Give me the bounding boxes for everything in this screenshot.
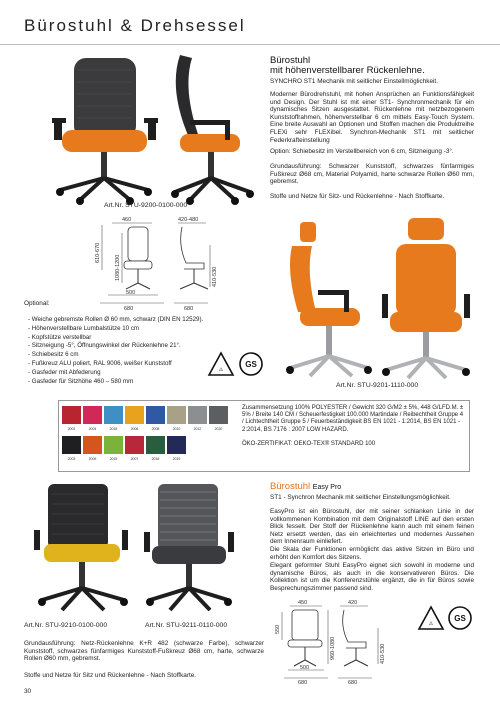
fabric-swatch-code: 2020 xyxy=(214,427,223,431)
product1-heading: Bürostuhl xyxy=(270,55,311,66)
product2-fabric: Stoffe und Netze für Sitz und Rückenlehne - Nach Stoffkarte. xyxy=(24,672,197,679)
chair-front-illustration xyxy=(52,58,158,205)
dim2-base-front: 500 xyxy=(300,665,310,671)
option-item: - Schiebesitz 6 cm xyxy=(28,351,79,359)
dim1-base-side: 680 xyxy=(184,306,194,310)
option-item: - Gasfeder für Sitzhöhe 460 – 580 mm xyxy=(28,377,134,385)
fabric-swatch xyxy=(62,406,81,424)
product1-headrest-chairs-image xyxy=(270,212,480,382)
fabric-swatch-code: 2018 xyxy=(109,427,118,431)
fabric-swatch xyxy=(125,406,144,424)
product1-subtitle: SYNCHRO ST1 Mechanik mit seitlicher Einstellmöglichkeit. xyxy=(270,78,438,85)
option-item: - Sitzneigung -5°, Öffnungswinkel der Rückenlehne 21°. xyxy=(28,342,181,350)
svg-text:GS: GS xyxy=(245,360,257,369)
fabric-certificate: ÖKO-ZERTIFIKAT: OEKO-TEX® STANDARD 100 xyxy=(242,441,376,447)
product1-headrest-art-nr: Art.Nr. STU-9201-1110-000 xyxy=(336,382,419,389)
product2-art-nr-yellow: Art.Nr. STU-9210-0100-000 xyxy=(24,622,108,629)
headrest-chair-front xyxy=(382,218,470,378)
fabric-swatch-code: 2010 xyxy=(172,427,181,431)
fabric-swatch-code: 2007 xyxy=(130,457,139,461)
svg-text:GS: GS xyxy=(454,614,466,623)
option-item: - Weiche gebremste Rollen Ø 60 mm, schwarz (DIN EN 12529). xyxy=(28,316,204,323)
easypro-yellow-chair xyxy=(34,484,128,610)
product2-heading xyxy=(270,482,341,494)
title-divider xyxy=(0,44,500,45)
fabric-swatch-code: 2009 xyxy=(88,457,97,461)
product1-fabric: Stoffe und Netze für Sitz- und Rückenlehne - Nach Stoffkarte. xyxy=(270,193,445,200)
product1-heading2: mit höhenverstellbarer Rückenlehne. xyxy=(270,65,425,76)
option-item: - Kopfstütze verstellbar xyxy=(28,333,92,341)
fabric-swatch-code: 2015 xyxy=(109,457,118,461)
fabric-swatch-code: 2002 xyxy=(67,427,76,431)
fabric-swatch-code: 2008 xyxy=(151,427,160,431)
headrest-chair-side xyxy=(286,222,372,376)
fabric-swatch xyxy=(83,436,102,454)
fabric-swatch xyxy=(125,436,144,454)
certification-seals-2 xyxy=(416,604,474,632)
product2-heading-main: Bürostuhl xyxy=(270,481,311,492)
page-title: Bürostuhl & Drehsessel xyxy=(24,16,246,35)
fabric-swatch xyxy=(167,406,186,424)
chair-side-illustration xyxy=(171,55,254,205)
fabric-composition: Zusammensetzung 100% POLYESTER / Gewicht 320 G/M2 ± 5%, 448 G/LFD.M. ± 5% / Breite 140 CM / Scheuerfestigkeit 100.000 Martindale / Reibechtheit Gruppe 4 / Lichtechtheit Gruppe 5 / Feuerbeständigkeit BS EN 1021 - 1:2014, BS EN 1021 - 2:2014, BS 7176 : 2007 LOW HAZARD. xyxy=(242,405,464,433)
fabric-swatch xyxy=(146,406,165,424)
fabric-swatch xyxy=(188,406,207,424)
dim2-side-depth: 420 xyxy=(348,600,358,606)
svg-text:⚠: ⚠ xyxy=(428,621,434,627)
option-item: - Fußkreuz ALU poliert, RAL 9006, weißer Kunststoff xyxy=(28,359,172,367)
dim1-side-depth: 420-480 xyxy=(178,217,199,223)
fabric-swatch xyxy=(209,406,228,424)
dim1-base-front: 500 xyxy=(126,290,136,296)
product2-art-nr-gray: Art.Nr. STU-9211-0110-000 xyxy=(145,622,228,629)
dim2-front-width: 450 xyxy=(298,600,308,606)
product2-description2: Die Skala der Funktionen ermöglicht das aktive Sitzen im Büro und erhöht den Komfort des Sitzens. xyxy=(270,546,474,561)
dimension-drawing-1 xyxy=(82,215,222,310)
product2-chairs-image xyxy=(30,480,240,615)
product1-description: Moderner Bürodrehstuhl, mit hohen Ansprüchen an Funktionsfähigkeit und Design. Der Stuhl ist mit einer ST1- Synchronmechanik für ein dynamisches Sitzen ausgestattet. Rückenlehne mit netzbezogenem Kunststoffrahmen, höhenverstellbar 6 cm mittels Easy-Touch System. Eine breite Auswahl an Optionen und Stoffen machen die Produktreihe FLEXi sehr FLEXibel. Synchron-Mechanik ST1 mit seitlicher Federkrafteinstellung xyxy=(270,91,474,144)
option-item: - Gasfeder mit Abfederung xyxy=(28,368,101,376)
dim2-height-left: 550 xyxy=(275,624,281,634)
fabric-swatch xyxy=(167,436,186,454)
dim1-height-left: 610-670 xyxy=(95,242,101,263)
fabric-swatch xyxy=(104,436,123,454)
page-number: 30 xyxy=(24,688,32,695)
product2-heading-suffix: Easy Pro xyxy=(312,484,342,491)
dim1-seat-height: 410-530 xyxy=(212,266,218,287)
dim1-height-total: 1080-1200 xyxy=(115,254,121,281)
product2-description3: Elegant geformter Stuhl EasyPro eignet sich sowohl in moderne und dynamische Büros, als auch in die konservativeren Büros. Die Kollektion ist um die Konferenzstühle ergänzt, die in für Büros sowie Besprechungszimmer passend sind. xyxy=(270,562,474,592)
dim1-front-width: 460 xyxy=(122,217,132,223)
product1-base: Grundausführung: Schwarzer Kunststoff, schwarzes fünfarmiges Fußkreuz Ø68 cm, Material Polyamid, harte schwarze Rollen Ø60 mm, gebremst. xyxy=(270,163,474,186)
fabric-swatches xyxy=(62,406,234,466)
dim1-base-bottom: 680 xyxy=(124,306,134,310)
fabric-swatch xyxy=(146,436,165,454)
options-label: Optional: xyxy=(24,300,50,307)
fabric-swatch xyxy=(104,406,123,424)
dim2-base-side: 680 xyxy=(348,680,358,684)
product1-art-nr: Art.Nr. STU-9200-0100-000 xyxy=(104,202,188,209)
product2-description: EasyPro ist ein Bürostuhl, der mit seiner schlanken Linie in der vollkommenen Kombination mit dem Originalstoff LINE auf den ersten Blick fesselt. Der Stoff der Rückenlehne kann auch mit einem feinen Netz ersetzt werden, das ein erleichtertes und modernes Aussehen dem Innenraum einliefert. xyxy=(270,508,474,546)
product2-subtitle: ST1 - Synchron Mechanik mit seitlicher Einstellungsmöglichkeit. xyxy=(270,494,451,501)
fabric-swatch-code: 2019 xyxy=(172,457,181,461)
dim2-height-total: 960-1080 xyxy=(330,636,336,660)
fabric-swatch-code: 2004 xyxy=(88,427,97,431)
product2-base: Grundausführung: Netz-Rückenlehne K+R 482 (schwarze Farbe), schwarzer Kunststoff, schwarzes fünfarmiges Kunststoff-Fußkreuz Ø68 cm, harte, schwarze Rollen Ø60 mm, gebremst. xyxy=(24,640,264,663)
product1-chairs-image xyxy=(40,50,260,205)
certification-seals-1 xyxy=(206,350,266,378)
easypro-gray-chair xyxy=(144,484,234,610)
fabric-swatch xyxy=(83,406,102,424)
fabric-swatch-code: 2012 xyxy=(193,427,202,431)
svg-text:⚠: ⚠ xyxy=(218,367,224,373)
option-item: - Höhenverstellbare Lumbalstütze 10 cm xyxy=(28,324,140,332)
fabric-swatch-code: 2016 xyxy=(151,457,160,461)
fabric-swatch-code: 2006 xyxy=(130,427,139,431)
product1-option: Option: Schiebesitz im Verstellbereich von 6 cm, Sitzneigung -3°. xyxy=(270,148,454,155)
dim2-seat-height: 410-530 xyxy=(380,643,386,664)
dimension-drawing-2 xyxy=(268,598,388,684)
fabric-swatch xyxy=(62,436,81,454)
dim2-base-bottom: 680 xyxy=(298,680,308,684)
fabric-swatch-code: 2003 xyxy=(67,457,76,461)
